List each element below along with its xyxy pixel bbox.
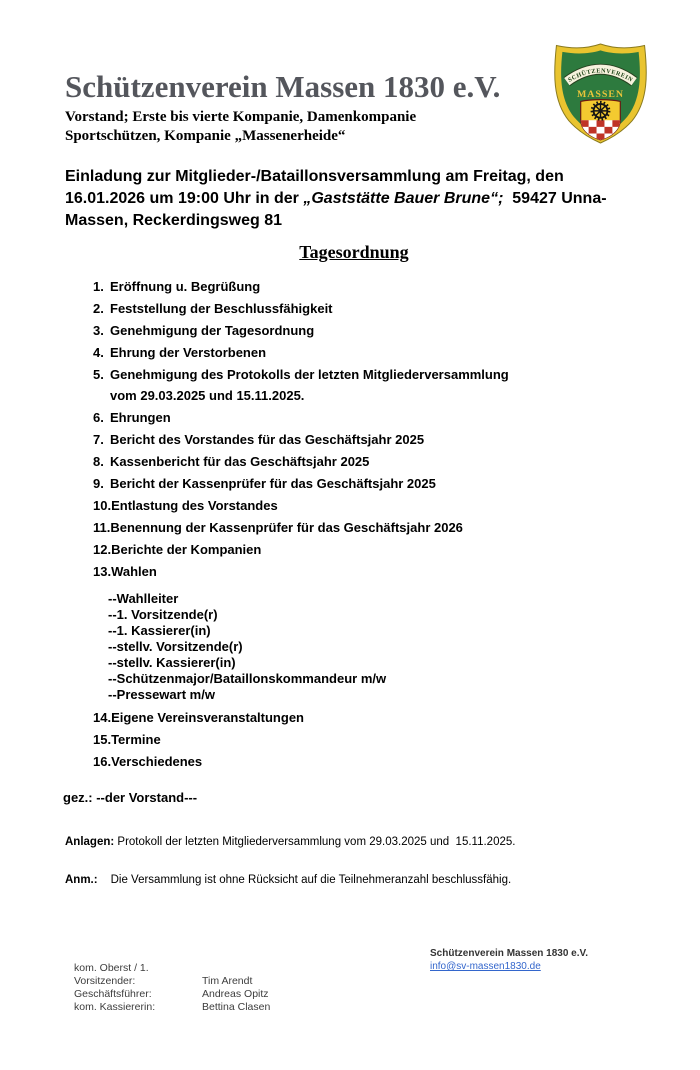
agenda-list (93, 280, 509, 777)
logo-banner-text: SCHÜTZENVEREIN (567, 68, 634, 84)
agenda-item-text: Genehmigung der Tagesordnung (110, 323, 315, 338)
agenda-item (93, 455, 509, 469)
agenda-subitem: --stellv. Kassierer(in) (108, 655, 236, 670)
letterhead-subtitle-line2: Sportschützen, Kompanie „Massenerheide“ (65, 128, 346, 144)
agenda-item (93, 280, 509, 294)
footer-officials (74, 962, 270, 1014)
official-row (74, 988, 270, 1001)
official-row (74, 962, 270, 988)
page-title: Schützenverein Massen 1830 e.V. (65, 69, 501, 104)
invitation-venue: „Gaststätte Bauer Brune“; (303, 190, 504, 207)
letterhead-subtitle (65, 108, 500, 146)
invitation-part3: 59427 Unna-Massen, Reckerdingsweg 81 (65, 190, 607, 229)
official-role: Geschäftsführer: (74, 988, 152, 1000)
agenda-item-number: 1. (93, 279, 104, 294)
agenda-item-number: 5. (93, 367, 104, 382)
note-label: Anm.: (65, 874, 98, 886)
logo-name-line1: MASSEN (576, 88, 625, 100)
agenda-item-text: Benennung der Kassenprüfer für das Geschäftsjahr 2026 (110, 520, 463, 535)
note-line (65, 874, 511, 886)
agenda-item (93, 755, 509, 769)
agenda-item-number: 11. (93, 520, 111, 535)
agenda-item-text: Ehrungen (110, 410, 171, 425)
agenda-subitems (108, 591, 509, 703)
attachments-label: Anlagen: (65, 836, 115, 848)
agenda-subitem: --stellv. Vorsitzende(r) (108, 639, 243, 654)
invitation-part1: Einladung zur Mitglieder-/Bataillonsversammlung am Freitag, den 16.01.2026 um 19:00 Uhr in der (65, 168, 569, 207)
agenda-item (93, 565, 509, 703)
agenda-item (93, 302, 509, 316)
agenda-item-text: Genehmigung des Protokolls der letzten Mitgliederversammlung (110, 367, 509, 382)
signature-line: gez.: --der Vorstand--- (63, 790, 198, 805)
agenda-item-number: 8. (93, 454, 104, 469)
agenda-item-text: Bericht des Vorstandes für das Geschäftsjahr 2025 (110, 432, 425, 447)
attachments-text: Protokoll der letzten Mitgliederversammlung vom 29.03.2025 und 15.11.2025. (114, 836, 516, 848)
agenda-item-number: 13. (93, 564, 112, 579)
agenda-item-text: Entlastung des Vorstandes (111, 498, 278, 513)
agenda-item-number: 16. (93, 754, 112, 769)
agenda-item-text: Berichte der Kompanien (111, 542, 262, 557)
agenda-item (93, 368, 509, 403)
agenda-item (93, 411, 509, 425)
invitation-text (65, 166, 643, 232)
note-text: Die Versammlung ist ohne Rücksicht auf die Teilnehmeranzahl beschlussfähig. (110, 874, 512, 886)
agenda-item-text: Ehrung der Verstorbenen (110, 345, 267, 360)
official-role: kom. Oberst / 1. Vorsitzender: (74, 962, 149, 987)
footer-contact (430, 947, 588, 973)
agenda-subitem: --Wahlleiter (108, 591, 179, 606)
agenda-item (93, 521, 509, 535)
club-crest-logo (551, 41, 650, 146)
letterhead (65, 70, 500, 146)
agenda-item (93, 733, 509, 747)
agenda-item-number: 12. (93, 542, 112, 557)
footer-email-link[interactable]: info@sv-massen1830.de (430, 961, 541, 972)
agenda-item-text: Termine (111, 732, 161, 747)
agenda-item-text: Eigene Vereinsveranstaltungen (111, 710, 304, 725)
agenda-item (93, 477, 509, 491)
agenda-item-number: 3. (93, 323, 104, 338)
agenda-item-number: 14. (93, 710, 112, 725)
agenda-subitem: --1. Kassierer(in) (108, 623, 211, 638)
agenda-subitem: --Schützenmajor/Bataillonskommandeur m/w (108, 671, 387, 686)
club-crest-icon (551, 41, 650, 146)
agenda-item-number: 7. (93, 432, 104, 447)
agenda-item (93, 346, 509, 360)
official-name: Bettina Clasen (202, 1001, 271, 1013)
agenda-item-continuation: vom 29.03.2025 und 15.11.2025. (110, 388, 305, 403)
agenda-item (93, 499, 509, 513)
agenda-subitem: --1. Vorsitzende(r) (108, 607, 218, 622)
agenda-item (93, 543, 509, 557)
attachments-line (65, 836, 515, 848)
agenda-item-number: 10. (93, 498, 112, 513)
checker-pattern (581, 120, 621, 141)
footer-org-name: Schützenverein Massen 1830 e.V. (430, 948, 589, 959)
agenda-subitem: --Pressewart m/w (108, 687, 215, 702)
official-row (74, 1001, 270, 1014)
official-role: kom. Kassiererin: (74, 1001, 156, 1013)
agenda-item-number: 6. (93, 410, 104, 425)
official-name: Tim Arendt (202, 975, 253, 987)
agenda-item-text: Verschiedenes (111, 754, 203, 769)
agenda-item-number: 9. (93, 476, 104, 491)
agenda-item-number: 2. (93, 301, 104, 316)
letterhead-subtitle-line1: Vorstand; Erste bis vierte Kompanie, Damenkompanie (65, 109, 417, 125)
agenda-item-text: Wahlen (111, 564, 157, 579)
agenda-item (93, 324, 509, 338)
agenda-item-number: 15. (93, 732, 112, 747)
agenda-item-text: Bericht der Kassenprüfer für das Geschäftsjahr 2025 (110, 476, 436, 491)
agenda-heading: Tagesordnung (299, 242, 409, 262)
agenda-item-text: Feststellung der Beschlussfähigkeit (110, 301, 333, 316)
agenda-item (93, 433, 509, 447)
agenda-item-text: Eröffnung u. Begrüßung (110, 279, 261, 294)
official-name: Andreas Opitz (202, 988, 269, 1000)
agenda-item-number: 4. (93, 345, 104, 360)
agenda-item-text: Kassenbericht für das Geschäftsjahr 2025 (110, 454, 370, 469)
agenda-item (93, 711, 509, 725)
